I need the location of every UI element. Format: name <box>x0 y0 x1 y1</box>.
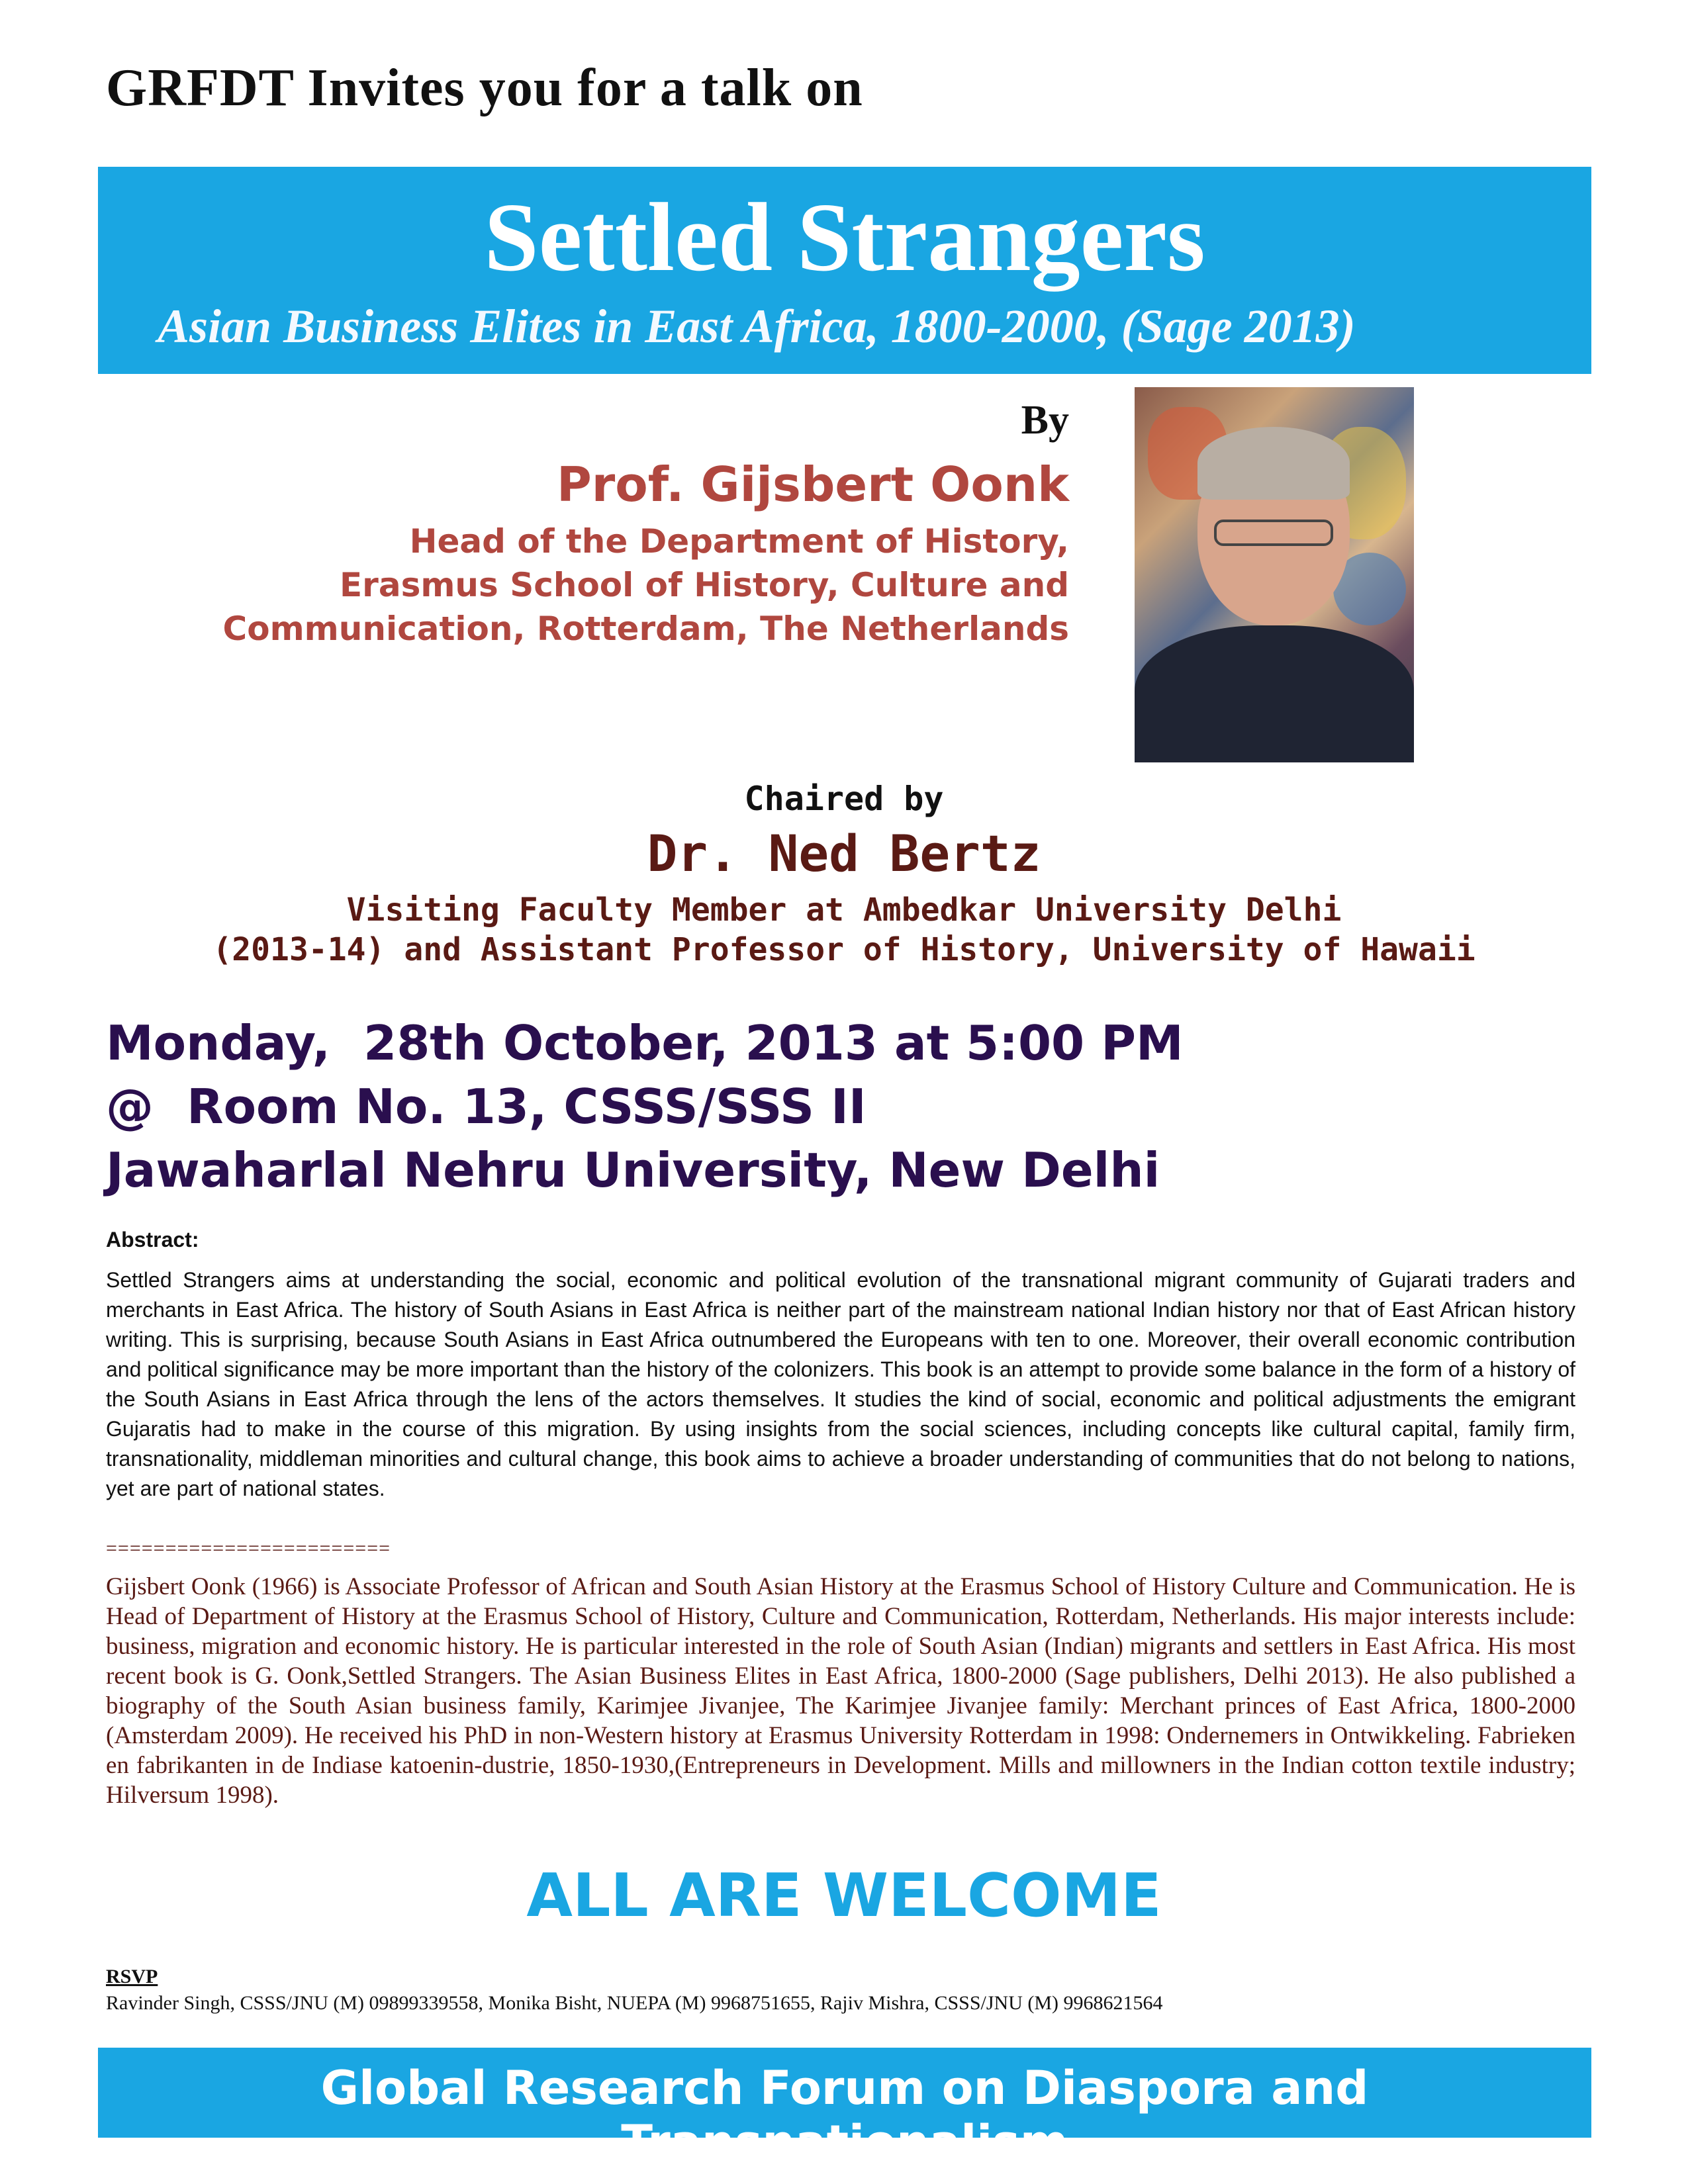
invitation-line: GRFDT Invites you for a talk on <box>106 59 863 117</box>
event-room: @ Room No. 13, CSSS/SSS II <box>106 1079 867 1134</box>
event-details <box>106 1011 1184 1202</box>
talk-title: Settled Strangers <box>484 183 1205 292</box>
organization-name: Global Research Forum on Diaspora and Transnationalism <box>320 2061 1369 2169</box>
rsvp-label: RSVP <box>106 1966 158 1987</box>
chair-affiliation-line: (2013-14) and Assistant Professor of History, University of Hawaii <box>212 931 1476 968</box>
title-banner <box>98 167 1591 374</box>
footer-banner <box>98 2048 1591 2169</box>
welcome-banner: ALL ARE WELCOME <box>526 1861 1162 1931</box>
section-divider: ======================== <box>106 1537 391 1559</box>
event-venue: Jawaharlal Nehru University, New Delhi <box>106 1142 1160 1198</box>
chair-name: Dr. Ned Bertz <box>647 824 1041 883</box>
by-label: By <box>1021 398 1069 443</box>
abstract-text: Settled Strangers aims at understanding the social, economic and political evolution of the transnational migrant community of Gujarati traders and merchants in East Africa. The history of South Asians in East Africa is neither part of the mainstream national Indian history nor that of East African history writing. This is surprising, because South Asians in East Africa outnumbered the Europeans with ten to one. Moreover, their overall economic contribution and political significance may be more important than the history of the colonizers. This book is an attempt to provide some balance in the form of a history of the South Asians in East Africa through the lens of the actors themselves. It studies the kind of social, economic and political adjustments the emigrant Gujaratis had to make in the course of this migration. By using insights from the social sciences, including concepts like cultural capital, family firm, transnationality, middleman minorities and cultural change, this book aims to achieve a broader understanding of communities that do not belong to nations, yet are part of national states. <box>106 1268 1575 1500</box>
talk-subtitle: Asian Business Elites in East Africa, 1800-2000, (Sage 2013) <box>158 300 1356 353</box>
speaker-photo <box>1135 387 1414 762</box>
chair-affiliation <box>0 890 1688 970</box>
event-datetime: Monday, 28th October, 2013 at 5:00 PM <box>106 1015 1184 1071</box>
chaired-by-label: Chaired by <box>744 780 944 818</box>
speaker-affiliation <box>223 520 1069 651</box>
chair-affiliation-line: Visiting Faculty Member at Ambedkar University Delhi <box>346 891 1342 929</box>
speaker-affiliation-line: Communication, Rotterdam, The Netherlands <box>222 610 1069 648</box>
speaker-affiliation-line: Erasmus School of History, Culture and <box>340 566 1069 604</box>
speaker-name: Prof. Gijsbert Oonk <box>556 457 1069 512</box>
speaker-affiliation-line: Head of the Department of History, <box>409 522 1069 561</box>
rsvp-contacts: Ravinder Singh, CSSS/JNU (M) 09899339558, Monika Bisht, NUEPA (M) 9968751655, Rajiv Mishra, CSSS/JNU (M) 9968621564 <box>106 1992 1163 2014</box>
speaker-bio: Gijsbert Oonk (1966) is Associate Professor of African and South Asian History at the Erasmus School of History Culture and Communication. He is Head of Department of History at the Erasmus School of History, Culture and Communication, Rotterdam, Netherlands. His major interests include: business, migration and economic history. He is particular interested in the role of South Asian (Indian) migrants and settlers in East Africa. His most recent book is G. Oonk,Settled Strangers. The Asian Business Elites in East Africa, 1800-2000 (Sage publishers, Delhi 2013). He also published a biography of the South Asian business family, Karimjee Jivanjee, The Karimjee Jivanjee family: Merchant princes of East Africa, 1800-2000 (Amsterdam 2009). He received his PhD in non-Western history at Erasmus University Rotterdam in 1998: Ondernemers in Ontwikkeling. Fabrieken en fabrikanten in de Indiase katoenin-dustrie, 1850-1930,(Entrepreneurs in Development. Mills and millowners in the Indian cotton textile industry; Hilversum 1998). <box>106 1573 1575 1809</box>
abstract-heading: Abstract: <box>106 1228 199 1251</box>
